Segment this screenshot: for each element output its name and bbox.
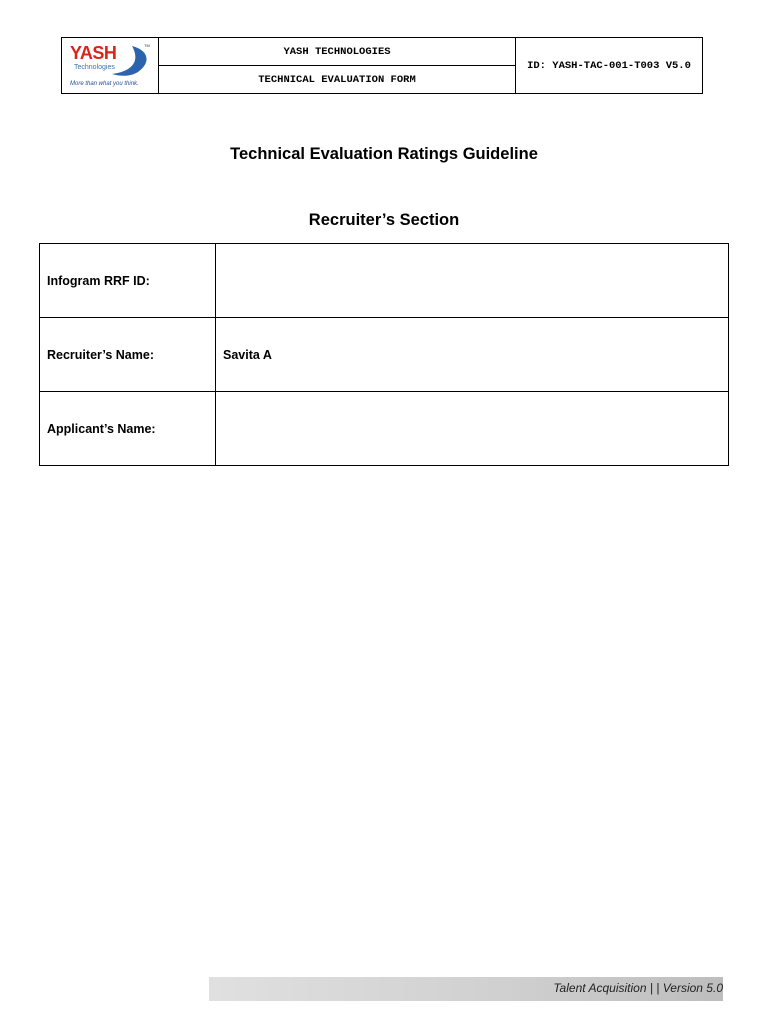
applicant-name-label: Applicant’s Name: bbox=[40, 392, 216, 466]
recruiter-name-label: Recruiter’s Name: bbox=[40, 318, 216, 392]
table-row bbox=[40, 244, 729, 318]
page-footer bbox=[209, 977, 723, 1001]
logo-tagline: More than what you think. bbox=[70, 81, 139, 87]
header-title-cell bbox=[159, 38, 516, 93]
recruiter-table bbox=[39, 243, 729, 466]
recruiter-name-value[interactable]: Savita A bbox=[216, 318, 729, 392]
page-title: Technical Evaluation Ratings Guideline bbox=[230, 145, 538, 163]
document-id: ID: YASH-TAC-001-T003 V5.0 bbox=[527, 59, 691, 72]
company-name: YASH TECHNOLOGIES bbox=[159, 38, 515, 66]
applicant-name-value[interactable] bbox=[216, 392, 729, 466]
logo-trademark: TM bbox=[144, 43, 150, 48]
table-row bbox=[40, 392, 729, 466]
section-title: Recruiter’s Section bbox=[308, 211, 460, 229]
rrf-id-value[interactable] bbox=[216, 244, 729, 318]
rrf-id-label: Infogram RRF ID: bbox=[40, 244, 216, 318]
table-row bbox=[40, 318, 729, 392]
footer-text: Talent Acquisition | | Version 5.0 bbox=[553, 981, 723, 995]
logo-brand: YASH bbox=[70, 43, 117, 63]
company-logo bbox=[62, 38, 159, 93]
document-header bbox=[61, 37, 703, 94]
form-title: TECHNICAL EVALUATION FORM bbox=[258, 73, 416, 86]
logo-subtext: Technologies bbox=[74, 64, 115, 71]
